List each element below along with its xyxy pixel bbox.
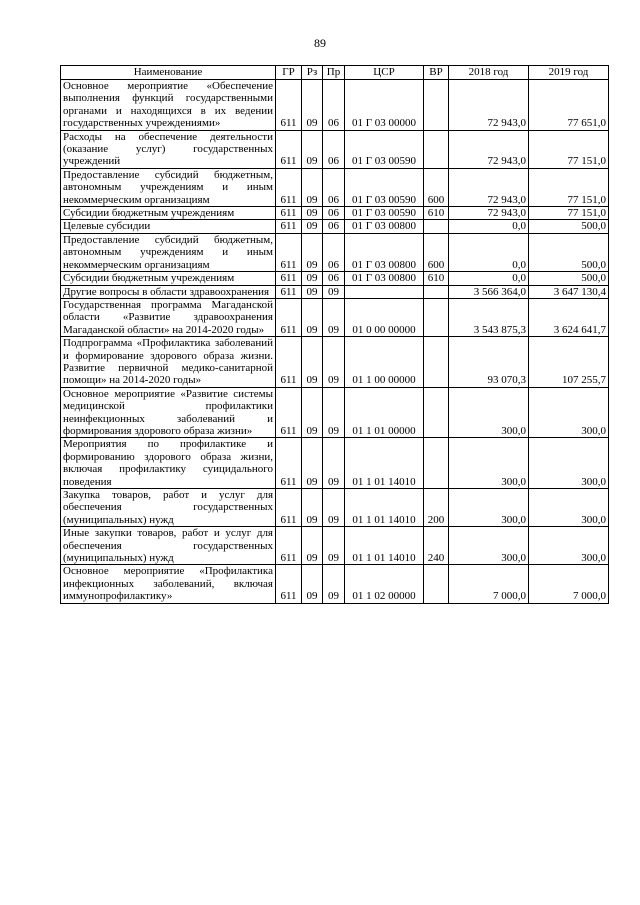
table-row	[61, 80, 609, 131]
row-vr	[424, 298, 449, 336]
table-row	[61, 285, 609, 298]
budget-table	[60, 65, 609, 604]
table-body	[61, 80, 609, 604]
row-amount-2018: 300,0	[449, 527, 529, 565]
row-rz: 09	[302, 80, 323, 131]
row-csr: 01 1 00 00000	[345, 337, 424, 388]
row-csr: 01 Г 03 00590	[345, 130, 424, 168]
header-gr: ГР	[276, 66, 302, 80]
row-pr: 09	[323, 489, 345, 527]
row-amount-2019: 77 151,0	[529, 168, 609, 206]
row-pr: 09	[323, 387, 345, 438]
row-rz: 09	[302, 565, 323, 603]
row-gr: 611	[276, 130, 302, 168]
row-vr	[424, 387, 449, 438]
row-pr: 09	[323, 337, 345, 388]
row-name: Иные закупки товаров, работ и услуг для обеспечения государственных (муниципальных) нужд	[61, 527, 276, 565]
row-gr: 611	[276, 489, 302, 527]
row-gr: 611	[276, 233, 302, 271]
row-amount-2018: 300,0	[449, 489, 529, 527]
row-gr: 611	[276, 438, 302, 489]
row-gr: 611	[276, 207, 302, 220]
row-csr: 01 1 01 14010	[345, 489, 424, 527]
table-row	[61, 438, 609, 489]
row-amount-2019: 7 000,0	[529, 565, 609, 603]
row-csr: 01 Г 03 00800	[345, 220, 424, 233]
table-row	[61, 233, 609, 271]
row-amount-2019: 3 624 641,7	[529, 298, 609, 336]
row-amount-2019: 300,0	[529, 438, 609, 489]
row-vr: 200	[424, 489, 449, 527]
row-csr	[345, 285, 424, 298]
row-rz: 09	[302, 233, 323, 271]
table-row	[61, 220, 609, 233]
row-pr: 06	[323, 207, 345, 220]
row-rz: 09	[302, 489, 323, 527]
row-amount-2019: 107 255,7	[529, 337, 609, 388]
row-gr: 611	[276, 80, 302, 131]
row-pr: 06	[323, 168, 345, 206]
row-amount-2019: 500,0	[529, 220, 609, 233]
row-gr: 611	[276, 298, 302, 336]
row-amount-2018: 0,0	[449, 220, 529, 233]
row-vr	[424, 285, 449, 298]
header-pr: Пр	[323, 66, 345, 80]
row-vr	[424, 337, 449, 388]
row-amount-2019: 500,0	[529, 233, 609, 271]
row-csr: 01 Г 03 00590	[345, 207, 424, 220]
row-name: Предоставление субсидий бюджетным, автономным учреждениям и иным некоммерческим организациям	[61, 168, 276, 206]
row-rz: 09	[302, 220, 323, 233]
table-row	[61, 565, 609, 603]
table-row	[61, 527, 609, 565]
row-amount-2019: 300,0	[529, 387, 609, 438]
row-vr: 610	[424, 272, 449, 285]
row-gr: 611	[276, 527, 302, 565]
table-row	[61, 337, 609, 388]
row-rz: 09	[302, 168, 323, 206]
row-amount-2018: 0,0	[449, 233, 529, 271]
row-csr: 01 1 01 00000	[345, 387, 424, 438]
row-csr: 01 Г 03 00800	[345, 233, 424, 271]
table-row	[61, 207, 609, 220]
row-csr: 01 Г 03 00800	[345, 272, 424, 285]
row-rz: 09	[302, 337, 323, 388]
row-vr	[424, 80, 449, 131]
row-vr	[424, 565, 449, 603]
row-name: Целевые субсидии	[61, 220, 276, 233]
row-vr	[424, 130, 449, 168]
header-name: Наименование	[61, 66, 276, 80]
row-name: Мероприятия по профилактике и формированию здорового образа жизни, включая профилактику суицидального поведения	[61, 438, 276, 489]
row-amount-2018: 7 000,0	[449, 565, 529, 603]
row-gr: 611	[276, 337, 302, 388]
row-rz: 09	[302, 130, 323, 168]
header-2019: 2019 год	[529, 66, 609, 80]
row-csr: 01 Г 03 00590	[345, 168, 424, 206]
row-name: Основное мероприятие «Развитие системы медицинской профилактики неинфекционных заболеваний и формирования здорового образа жизни»	[61, 387, 276, 438]
row-pr: 09	[323, 438, 345, 489]
table-row	[61, 298, 609, 336]
row-name: Закупка товаров, работ и услуг для обеспечения государственных (муниципальных) нужд	[61, 489, 276, 527]
row-amount-2018: 300,0	[449, 387, 529, 438]
row-amount-2019: 3 647 130,4	[529, 285, 609, 298]
row-amount-2018: 300,0	[449, 438, 529, 489]
table-row	[61, 130, 609, 168]
row-vr: 610	[424, 207, 449, 220]
row-gr: 611	[276, 168, 302, 206]
row-name: Субсидии бюджетным учреждениям	[61, 272, 276, 285]
row-amount-2018: 72 943,0	[449, 130, 529, 168]
table-row	[61, 387, 609, 438]
row-amount-2018: 0,0	[449, 272, 529, 285]
table-row	[61, 489, 609, 527]
row-gr: 611	[276, 220, 302, 233]
row-rz: 09	[302, 207, 323, 220]
row-rz: 09	[302, 438, 323, 489]
row-amount-2018: 3 543 875,3	[449, 298, 529, 336]
row-csr: 01 1 01 14010	[345, 438, 424, 489]
row-name: Субсидии бюджетным учреждениям	[61, 207, 276, 220]
row-gr: 611	[276, 387, 302, 438]
row-amount-2018: 72 943,0	[449, 207, 529, 220]
row-vr	[424, 438, 449, 489]
row-rz: 09	[302, 298, 323, 336]
row-pr: 09	[323, 285, 345, 298]
header-2018: 2018 год	[449, 66, 529, 80]
row-pr: 06	[323, 233, 345, 271]
row-pr: 06	[323, 80, 345, 131]
row-rz: 09	[302, 387, 323, 438]
row-name: Другие вопросы в области здравоохранения	[61, 285, 276, 298]
row-name: Расходы на обеспечение деятельности (оказание услуг) государственных учреждений	[61, 130, 276, 168]
row-vr	[424, 220, 449, 233]
table-header-row	[61, 66, 609, 80]
page-number: 89	[314, 36, 326, 50]
row-vr: 240	[424, 527, 449, 565]
row-amount-2019: 77 651,0	[529, 80, 609, 131]
row-csr: 01 1 01 14010	[345, 527, 424, 565]
table-row	[61, 272, 609, 285]
row-gr: 611	[276, 272, 302, 285]
row-gr: 611	[276, 285, 302, 298]
row-pr: 06	[323, 130, 345, 168]
row-rz: 09	[302, 527, 323, 565]
row-amount-2019: 300,0	[529, 489, 609, 527]
row-amount-2019: 77 151,0	[529, 130, 609, 168]
header-rz: Рз	[302, 66, 323, 80]
row-pr: 09	[323, 565, 345, 603]
row-name: Предоставление субсидий бюджетным, автономным учреждениям и иным некоммерческим организациям	[61, 233, 276, 271]
row-pr: 09	[323, 298, 345, 336]
row-rz: 09	[302, 272, 323, 285]
row-pr: 06	[323, 220, 345, 233]
row-amount-2018: 72 943,0	[449, 168, 529, 206]
row-amount-2019: 77 151,0	[529, 207, 609, 220]
row-rz: 09	[302, 285, 323, 298]
row-gr: 611	[276, 565, 302, 603]
row-vr: 600	[424, 233, 449, 271]
header-csr: ЦСР	[345, 66, 424, 80]
header-vr: ВР	[424, 66, 449, 80]
row-name: Основное мероприятие «Профилактика инфекционных заболеваний, включая иммунопрофилактику»	[61, 565, 276, 603]
table-row	[61, 168, 609, 206]
row-name: Государственная программа Магаданской области «Развитие здравоохранения Магаданской области» на 2014-2020 годы»	[61, 298, 276, 336]
row-amount-2019: 300,0	[529, 527, 609, 565]
row-amount-2018: 72 943,0	[449, 80, 529, 131]
row-csr: 01 1 02 00000	[345, 565, 424, 603]
row-pr: 09	[323, 527, 345, 565]
row-name: Основное мероприятие «Обеспечение выполнения функций государственными органами и находящихся в их ведении государственных учреждениями»	[61, 80, 276, 131]
row-amount-2018: 3 566 364,0	[449, 285, 529, 298]
row-pr: 06	[323, 272, 345, 285]
row-amount-2018: 93 070,3	[449, 337, 529, 388]
row-csr: 01 Г 03 00000	[345, 80, 424, 131]
row-csr: 01 0 00 00000	[345, 298, 424, 336]
row-name: Подпрограмма «Профилактика заболеваний и формирование здорового образа жизни. Развитие первичной медико-санитарной помощи» на 2014-2020 годы»	[61, 337, 276, 388]
row-amount-2019: 500,0	[529, 272, 609, 285]
row-vr: 600	[424, 168, 449, 206]
